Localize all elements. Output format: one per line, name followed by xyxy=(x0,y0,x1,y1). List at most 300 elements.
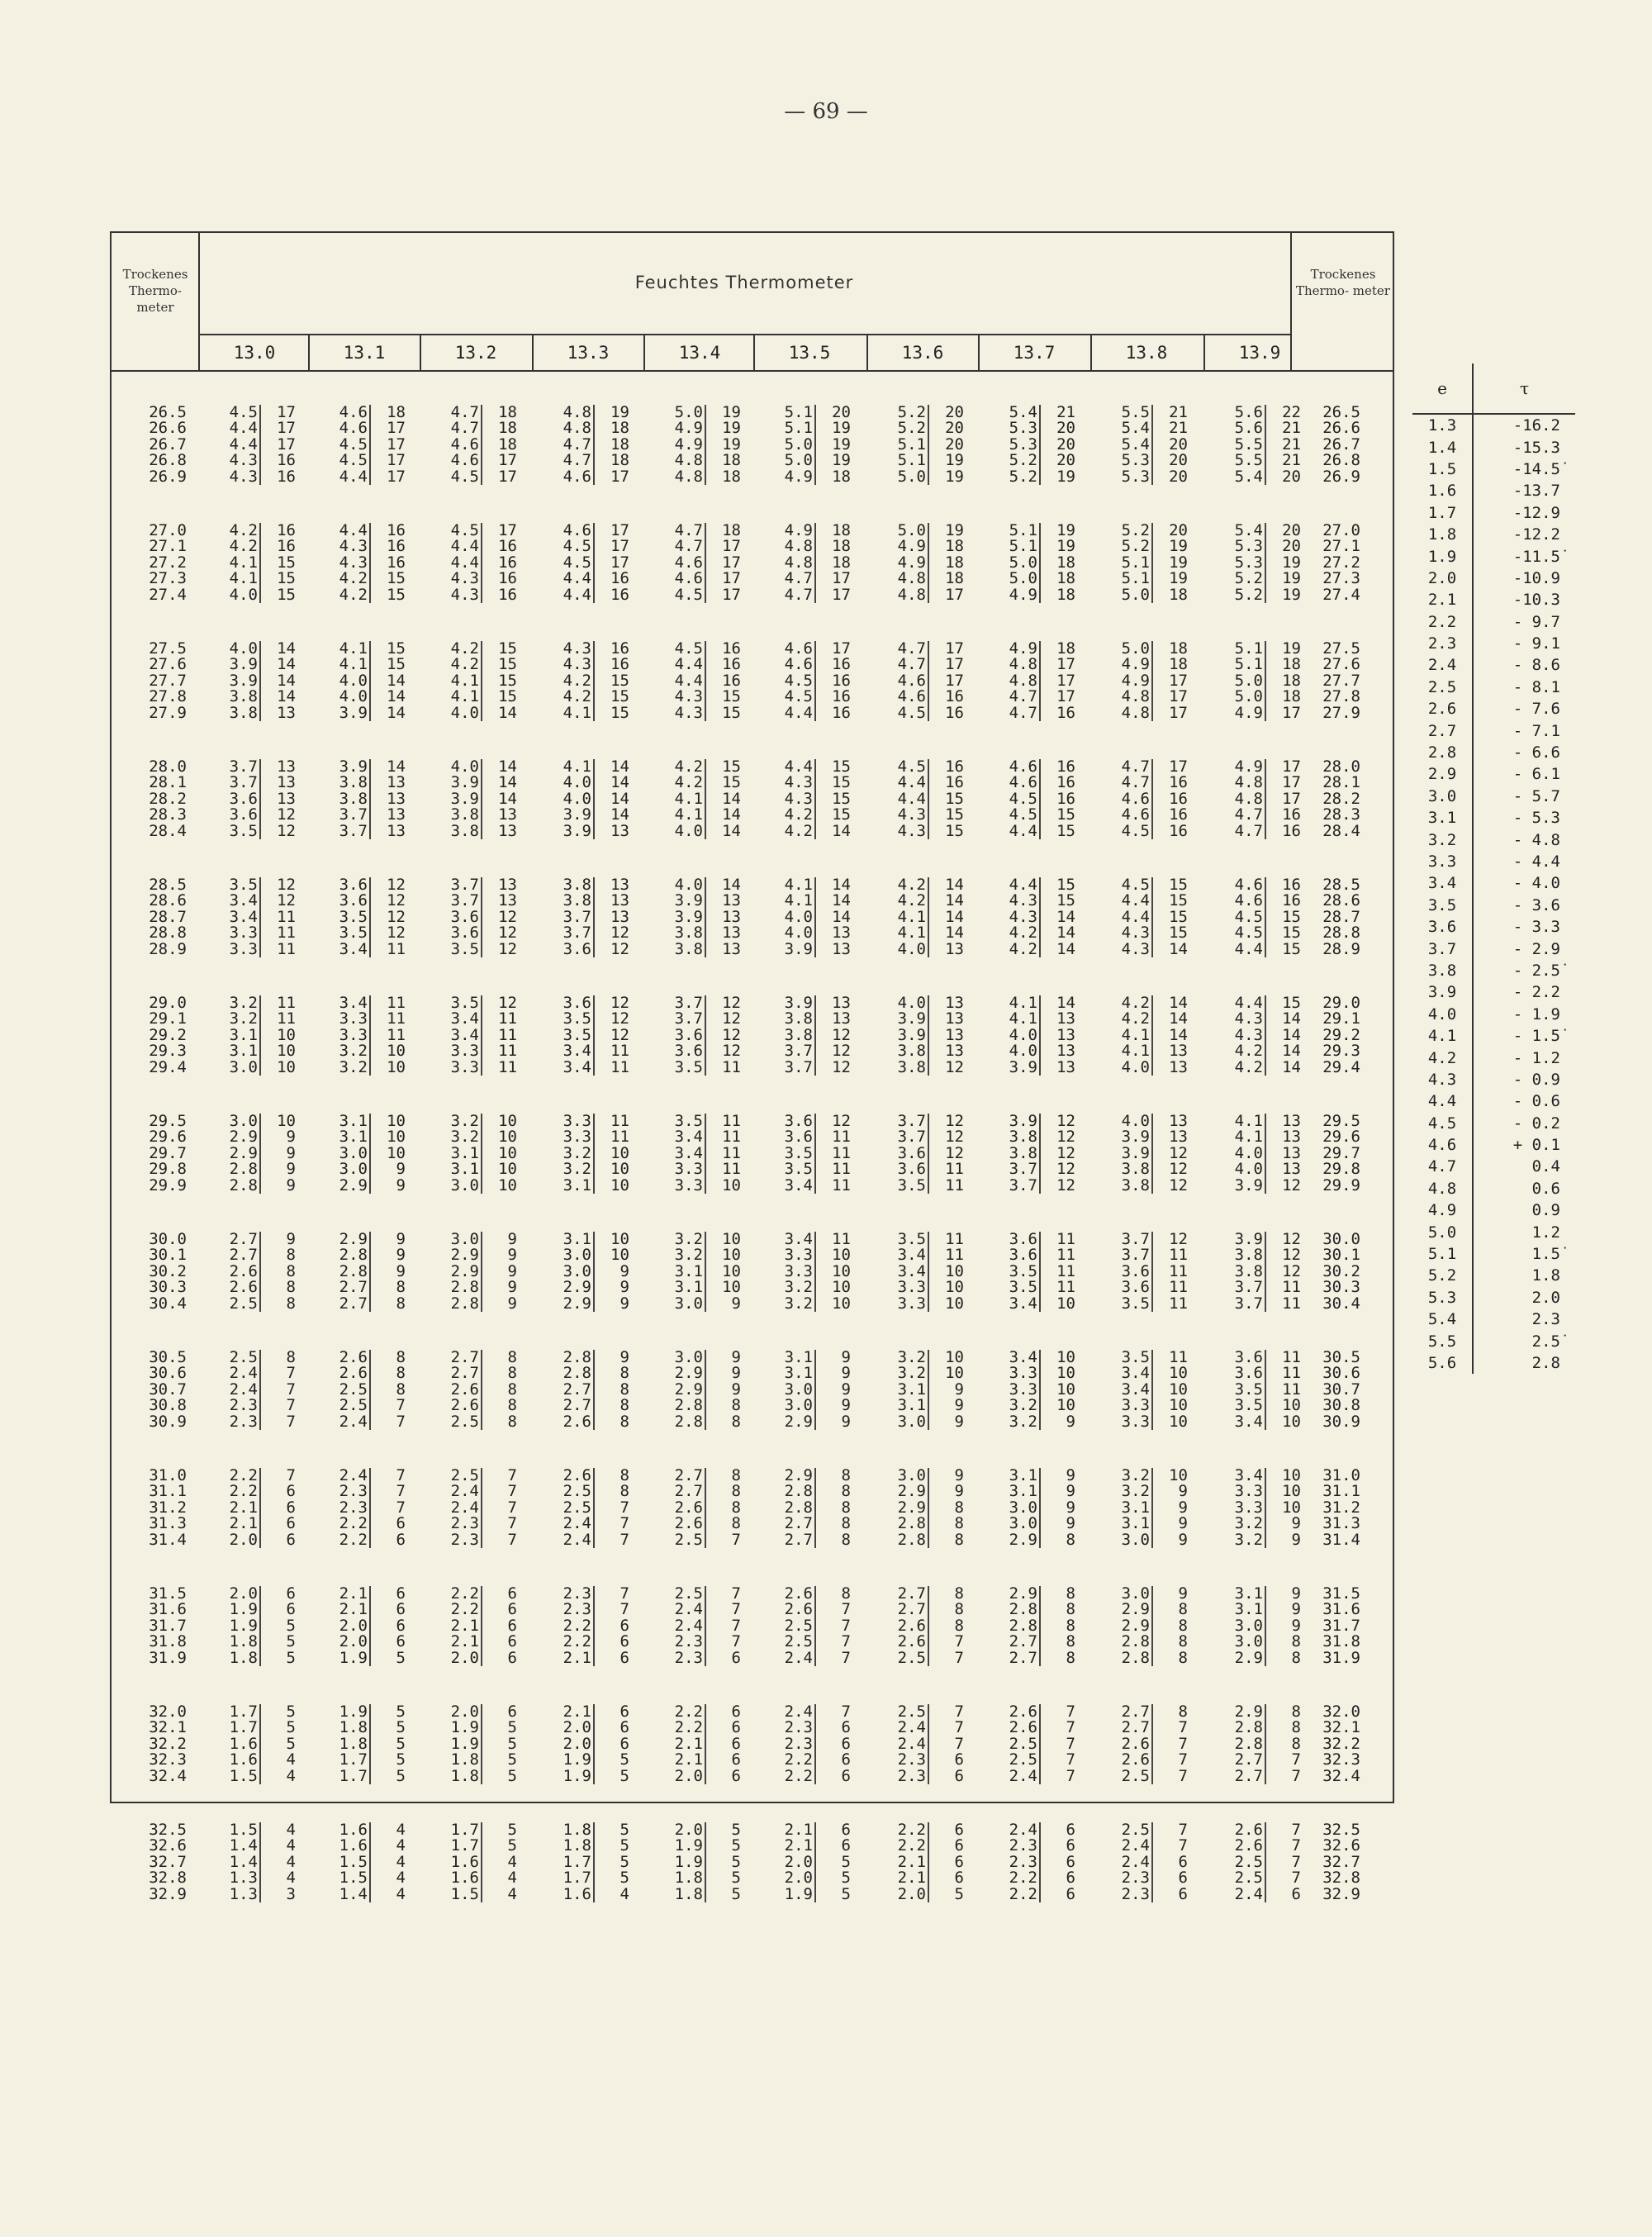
value-row xyxy=(537,1516,648,1532)
value-cell xyxy=(537,1822,648,1902)
value-row xyxy=(313,925,425,941)
value-row xyxy=(983,821,1094,840)
vapor-pressure-value: 3.6 xyxy=(648,1043,706,1059)
value-row xyxy=(537,587,648,603)
humidity-value: 17 xyxy=(722,553,741,572)
dry-temp-label: 30.1 xyxy=(1322,1246,1360,1265)
humidity-value: 7 xyxy=(286,1466,296,1484)
humidity-value: 8 xyxy=(1291,1718,1301,1737)
dry-temp-label: 32.7 xyxy=(1322,1852,1360,1871)
value-cell xyxy=(648,1114,760,1194)
vapor-pressure-value: 2.8 xyxy=(983,1602,1041,1617)
column-header-divider xyxy=(866,334,868,372)
humidity-value: 6 xyxy=(507,1584,517,1603)
vapor-pressure-value: 4.5 xyxy=(871,759,929,775)
value-row xyxy=(537,939,648,958)
humidity-value: 8 xyxy=(954,1584,964,1603)
humidity-value: 6 xyxy=(620,1718,629,1737)
value-row xyxy=(537,1232,648,1247)
value-row xyxy=(983,1350,1094,1365)
humidity-value: 6 xyxy=(620,1648,629,1667)
vapor-pressure-value: 3.4 xyxy=(983,1296,1041,1312)
vapor-pressure-value: 2.1 xyxy=(537,1704,595,1720)
humidity-value: 18 xyxy=(498,403,517,421)
value-cell xyxy=(758,641,870,721)
value-row xyxy=(203,1468,315,1484)
vapor-pressure-value: 4.5 xyxy=(983,791,1041,807)
dry-temp-label: 27.8 xyxy=(1322,687,1360,706)
humidity-value: 14 xyxy=(277,671,296,690)
dry-temp-label: 31.0 xyxy=(1322,1466,1360,1484)
value-row xyxy=(871,775,983,791)
side-table-row xyxy=(1412,763,1575,785)
humidity-value: 13 xyxy=(1056,1042,1075,1061)
value-row xyxy=(203,1261,315,1280)
value-row xyxy=(537,1766,648,1785)
dry-temp-label: 27.0 xyxy=(149,521,187,539)
vapor-pressure-value: 4.2 xyxy=(203,539,261,554)
value-row xyxy=(1095,759,1207,775)
vapor-pressure-value: 3.8 xyxy=(983,1146,1041,1161)
vapor-pressure-value: 4.1 xyxy=(983,1011,1041,1027)
humidity-value: 5 xyxy=(841,1869,851,1888)
value-row xyxy=(871,1011,983,1027)
humidity-value: 17 xyxy=(722,585,741,604)
humidity-value: 13 xyxy=(945,1042,964,1061)
humidity-value: 5 xyxy=(731,1884,741,1903)
vapor-pressure-value: 3.2 xyxy=(313,1060,371,1076)
humidity-value: 14 xyxy=(832,821,851,840)
humidity-value: 5 xyxy=(396,1734,406,1753)
value-row xyxy=(537,539,648,554)
vapor-pressure-value: 3.2 xyxy=(1208,1516,1266,1532)
value-cell xyxy=(425,1350,536,1430)
value-row xyxy=(203,1532,315,1548)
value-row xyxy=(425,1618,536,1634)
value-row xyxy=(537,571,648,587)
value-row xyxy=(648,673,760,689)
humidity-value: 8 xyxy=(620,1466,629,1484)
value-row xyxy=(203,1011,315,1027)
humidity-value: 8 xyxy=(1178,1703,1188,1721)
value-row xyxy=(537,995,648,1011)
humidity-value: 10 xyxy=(498,1112,517,1130)
humidity-value: 18 xyxy=(832,537,851,556)
value-row xyxy=(537,1043,648,1059)
humidity-value: 9 xyxy=(841,1396,851,1415)
value-row xyxy=(983,925,1094,941)
vapor-pressure-value: 3.4 xyxy=(203,893,261,909)
value-row xyxy=(1095,1114,1207,1129)
vapor-pressure-value: 3.7 xyxy=(871,1129,929,1145)
humidity-value: 7 xyxy=(620,1530,629,1549)
value-row xyxy=(1208,775,1320,791)
value-row xyxy=(648,1398,760,1413)
dry-temp-label: 31.4 xyxy=(149,1530,187,1549)
humidity-value: 12 xyxy=(722,1042,741,1061)
vapor-pressure-value: 4.0 xyxy=(648,877,706,893)
vapor-pressure-value: 5.0 xyxy=(1208,673,1266,689)
vapor-pressure-value: 2.9 xyxy=(537,1296,595,1312)
humidity-value: 9 xyxy=(396,1175,406,1194)
humidity-value: 12 xyxy=(832,1025,851,1044)
humidity-value: 15 xyxy=(945,821,964,840)
humidity-value: 10 xyxy=(945,1364,964,1383)
vapor-pressure-value: 2.9 xyxy=(983,1586,1041,1602)
value-row xyxy=(313,1704,425,1720)
humidity-value: 4 xyxy=(396,1852,406,1871)
humidity-value: 13 xyxy=(1056,1057,1075,1076)
vapor-pressure-value: 3.9 xyxy=(1208,1178,1266,1194)
value-row xyxy=(758,1232,870,1247)
dry-temp-label: 27.6 xyxy=(1322,655,1360,674)
humidity-value: 17 xyxy=(277,403,296,421)
value-row xyxy=(1095,1634,1207,1650)
value-cell xyxy=(648,1704,760,1784)
vapor-pressure-value: 2.8 xyxy=(758,1484,816,1499)
humidity-value: 13 xyxy=(498,891,517,910)
humidity-value: 6 xyxy=(1066,1884,1075,1903)
humidity-value: 18 xyxy=(945,553,964,572)
vapor-pressure-value: 3.1 xyxy=(425,1161,482,1177)
column-header: 13.3 xyxy=(567,343,610,363)
vapor-pressure-value: 3.1 xyxy=(203,1043,261,1059)
vapor-pressure-value: 2.6 xyxy=(203,1264,261,1280)
vapor-pressure-value: 3.1 xyxy=(648,1264,706,1280)
vapor-pressure-value: 5.0 xyxy=(871,469,929,485)
dry-temp-label: 32.0 xyxy=(1322,1703,1360,1721)
value-row xyxy=(648,1350,760,1365)
value-row xyxy=(203,1414,315,1430)
humidity-value: 10 xyxy=(610,1143,629,1162)
humidity-value: 4 xyxy=(286,1836,296,1855)
humidity-value: 14 xyxy=(498,758,517,776)
humidity-value: 17 xyxy=(1169,703,1188,722)
vapor-pressure-value: 4.9 xyxy=(983,641,1041,657)
value-row xyxy=(871,657,983,672)
humidity-value: 9 xyxy=(1291,1616,1301,1635)
humidity-value: 12 xyxy=(1056,1128,1075,1147)
humidity-value: 16 xyxy=(1169,789,1188,808)
value-row xyxy=(758,1161,870,1177)
vapor-pressure-value: 4.2 xyxy=(983,925,1041,941)
humidity-value: 17 xyxy=(722,569,741,588)
value-row xyxy=(758,1382,870,1398)
vapor-pressure-value: 4.5 xyxy=(537,539,595,554)
humidity-value: 20 xyxy=(1282,467,1301,486)
humidity-value: 20 xyxy=(1169,435,1188,454)
side-tau-value: - 1.9 xyxy=(1512,1005,1560,1024)
dry-temp-labels-left xyxy=(88,1704,187,1784)
value-row xyxy=(871,437,983,453)
value-cell xyxy=(203,995,315,1076)
vapor-pressure-value: 3.8 xyxy=(648,942,706,957)
value-row xyxy=(425,1766,536,1785)
value-row xyxy=(425,1532,536,1548)
vapor-pressure-value: 4.9 xyxy=(1095,657,1153,672)
side-e-value: 3.6 xyxy=(1412,916,1473,938)
vapor-pressure-value: 2.1 xyxy=(313,1586,371,1602)
humidity-value: 14 xyxy=(1282,1025,1301,1044)
humidity-value: 4 xyxy=(507,1852,517,1871)
humidity-value: 9 xyxy=(620,1261,629,1280)
vapor-pressure-value: 4.6 xyxy=(1095,791,1153,807)
humidity-value: 12 xyxy=(498,939,517,958)
vapor-pressure-value: 4.6 xyxy=(537,523,595,539)
vapor-pressure-value: 2.7 xyxy=(648,1484,706,1499)
dry-temp-label: 27.9 xyxy=(1322,703,1360,722)
vapor-pressure-value: 2.5 xyxy=(983,1736,1041,1752)
value-row xyxy=(758,1261,870,1280)
vapor-pressure-value: 4.6 xyxy=(983,775,1041,791)
value-row xyxy=(871,1822,983,1838)
vapor-pressure-value: 3.0 xyxy=(983,1516,1041,1532)
value-row xyxy=(871,791,983,807)
vapor-pressure-value: 2.4 xyxy=(1208,1887,1266,1902)
vapor-pressure-value: 4.0 xyxy=(1095,1114,1153,1129)
value-row xyxy=(983,705,1094,721)
value-row xyxy=(425,1500,536,1516)
value-row xyxy=(425,1114,536,1129)
value-row xyxy=(648,1365,760,1381)
value-row xyxy=(537,893,648,909)
humidity-value: 14 xyxy=(1056,924,1075,943)
humidity-value: 15 xyxy=(1169,876,1188,894)
humidity-value: 21 xyxy=(1282,419,1301,438)
side-tau-value: - 0.2 xyxy=(1512,1114,1560,1133)
dry-temp-label: 31.2 xyxy=(1322,1498,1360,1517)
side-tau-value: - 4.8 xyxy=(1512,830,1560,849)
value-row xyxy=(648,641,760,657)
vapor-pressure-value: 3.8 xyxy=(537,877,595,893)
value-row xyxy=(648,1500,760,1516)
value-row xyxy=(1095,1852,1207,1871)
value-cell xyxy=(648,1468,760,1548)
humidity-value: 19 xyxy=(1056,521,1075,539)
value-cell xyxy=(1095,877,1207,957)
value-cell xyxy=(537,1350,648,1430)
value-row xyxy=(1095,907,1207,926)
vapor-pressure-value: 2.7 xyxy=(1208,1752,1266,1768)
value-row xyxy=(203,1232,315,1247)
dry-temp-labels-left xyxy=(88,759,187,839)
vapor-pressure-value: 4.7 xyxy=(537,453,595,468)
value-cell xyxy=(425,1704,536,1784)
humidity-value: 10 xyxy=(1056,1380,1075,1399)
value-cell xyxy=(425,1822,536,1902)
humidity-value: 8 xyxy=(620,1412,629,1431)
vapor-pressure-value: 4.6 xyxy=(1208,877,1266,893)
humidity-value: 10 xyxy=(722,1246,741,1265)
humidity-value: 15 xyxy=(498,671,517,690)
humidity-value: 10 xyxy=(945,1294,964,1313)
value-row xyxy=(1095,1884,1207,1903)
vapor-pressure-value: 5.4 xyxy=(1208,469,1266,485)
humidity-value: 10 xyxy=(610,1160,629,1179)
value-row xyxy=(203,453,315,468)
vapor-pressure-value: 5.2 xyxy=(983,453,1041,468)
vapor-pressure-value: 2.3 xyxy=(203,1398,261,1413)
humidity-value: 5 xyxy=(507,1821,517,1839)
vapor-pressure-value: 3.9 xyxy=(758,995,816,1011)
humidity-value: 11 xyxy=(722,1112,741,1130)
value-row xyxy=(871,1602,983,1617)
vapor-pressure-value: 5.1 xyxy=(983,539,1041,554)
humidity-value: 20 xyxy=(832,403,851,421)
value-row xyxy=(648,1704,760,1720)
side-table-row xyxy=(1412,698,1575,720)
vapor-pressure-value: 1.9 xyxy=(313,1704,371,1720)
humidity-value: 7 xyxy=(1066,1703,1075,1721)
value-row xyxy=(983,420,1094,436)
vapor-pressure-value: 4.4 xyxy=(203,420,261,436)
value-row xyxy=(203,907,315,926)
value-row xyxy=(983,1884,1094,1903)
humidity-value: 18 xyxy=(722,467,741,486)
vapor-pressure-value: 3.5 xyxy=(758,1146,816,1161)
vapor-pressure-value: 2.8 xyxy=(313,1264,371,1280)
dry-temp-labels-left xyxy=(88,523,187,603)
vapor-pressure-value: 3.5 xyxy=(203,824,261,839)
value-row xyxy=(203,1382,315,1398)
value-row xyxy=(758,1011,870,1027)
side-table-row xyxy=(1412,589,1575,610)
vapor-pressure-value: 4.2 xyxy=(648,775,706,791)
side-table-row xyxy=(1412,1004,1575,1025)
humidity-value: 15 xyxy=(498,687,517,706)
value-row xyxy=(537,1143,648,1162)
humidity-value: 5 xyxy=(620,1766,629,1785)
side-tau-value: -10.9 xyxy=(1512,568,1560,587)
value-row xyxy=(425,1602,536,1617)
side-e-value: 5.0 xyxy=(1412,1221,1473,1242)
value-cell xyxy=(648,1586,760,1666)
side-table-row xyxy=(1412,1134,1575,1156)
value-row xyxy=(313,1398,425,1413)
value-row xyxy=(983,1838,1094,1854)
side-tau-value: - 8.1 xyxy=(1512,677,1560,696)
humidity-value: 13 xyxy=(722,939,741,958)
vapor-pressure-value: 4.3 xyxy=(871,824,929,839)
value-row xyxy=(313,453,425,468)
vapor-pressure-value: 4.2 xyxy=(983,942,1041,957)
vapor-pressure-value: 3.6 xyxy=(648,1028,706,1043)
value-row xyxy=(983,1752,1094,1768)
vapor-pressure-value: 2.3 xyxy=(758,1720,816,1736)
humidity-value: 7 xyxy=(1066,1766,1075,1785)
vapor-pressure-value: 4.1 xyxy=(1095,1028,1153,1043)
humidity-value: 9 xyxy=(731,1380,741,1399)
value-cell xyxy=(1208,523,1320,603)
vapor-pressure-value: 4.0 xyxy=(871,942,929,957)
humidity-value: 12 xyxy=(610,939,629,958)
vapor-pressure-value: 4.4 xyxy=(983,824,1041,839)
value-row xyxy=(983,1261,1094,1280)
vapor-pressure-value: 1.4 xyxy=(313,1887,371,1902)
value-row xyxy=(425,1280,536,1295)
value-row xyxy=(758,1143,870,1162)
value-row xyxy=(1208,1752,1320,1768)
humidity-value: 14 xyxy=(387,687,406,706)
vapor-pressure-value: 2.7 xyxy=(537,1382,595,1398)
humidity-value: 9 xyxy=(1178,1514,1188,1533)
vapor-pressure-value: 2.5 xyxy=(537,1500,595,1516)
vapor-pressure-value: 1.9 xyxy=(537,1769,595,1784)
vapor-pressure-value: 2.8 xyxy=(758,1500,816,1516)
value-row xyxy=(425,907,536,926)
vapor-pressure-value: 4.4 xyxy=(425,539,482,554)
vapor-pressure-value: 2.7 xyxy=(1095,1720,1153,1736)
value-row xyxy=(425,1161,536,1177)
value-row xyxy=(983,1704,1094,1720)
humidity-value: 12 xyxy=(277,821,296,840)
vapor-pressure-value: 2.8 xyxy=(1095,1634,1153,1650)
humidity-value: 7 xyxy=(1066,1750,1075,1769)
value-row xyxy=(1208,907,1320,926)
vapor-pressure-value: 3.0 xyxy=(648,1296,706,1312)
humidity-value: 8 xyxy=(396,1348,406,1366)
vapor-pressure-value: 4.5 xyxy=(758,689,816,705)
value-row xyxy=(758,877,870,893)
dry-temp-label: 31.7 xyxy=(149,1616,187,1635)
value-cell xyxy=(758,1822,870,1902)
vapor-pressure-value: 3.6 xyxy=(1208,1350,1266,1365)
vapor-pressure-value: 3.7 xyxy=(983,1161,1041,1177)
vapor-pressure-value: 3.4 xyxy=(537,1060,595,1076)
humidity-value: 11 xyxy=(832,1128,851,1147)
humidity-value: 15 xyxy=(832,758,851,776)
vapor-pressure-value: 2.0 xyxy=(425,1650,482,1666)
value-row xyxy=(203,1398,315,1413)
vapor-pressure-value: 2.8 xyxy=(871,1532,929,1548)
value-row xyxy=(1095,1232,1207,1247)
humidity-value: 9 xyxy=(620,1294,629,1313)
humidity-value: 8 xyxy=(396,1278,406,1297)
value-row xyxy=(1095,1161,1207,1177)
humidity-value: 13 xyxy=(610,821,629,840)
humidity-value: 20 xyxy=(1056,419,1075,438)
humidity-value: 6 xyxy=(731,1750,741,1769)
vapor-pressure-value: 1.9 xyxy=(203,1618,261,1634)
vapor-pressure-value: 3.3 xyxy=(313,1028,371,1043)
value-row xyxy=(425,775,536,791)
value-row xyxy=(537,1414,648,1430)
dry-temp-label: 30.8 xyxy=(149,1396,187,1415)
vapor-pressure-value: 2.8 xyxy=(983,1618,1041,1634)
vapor-pressure-value: 3.7 xyxy=(203,775,261,791)
value-cell xyxy=(313,759,425,839)
value-row xyxy=(203,1161,315,1177)
humidity-value: 11 xyxy=(498,1057,517,1076)
value-row xyxy=(871,1280,983,1295)
value-row xyxy=(537,1736,648,1752)
humidity-value: 11 xyxy=(1169,1348,1188,1366)
vapor-pressure-value: 4.5 xyxy=(1208,925,1266,941)
value-cell xyxy=(425,1468,536,1548)
value-row xyxy=(203,1586,315,1602)
side-table-row xyxy=(1412,1178,1575,1199)
humidity-value: 9 xyxy=(954,1380,964,1399)
value-row xyxy=(425,523,536,539)
value-row xyxy=(1208,1057,1320,1076)
value-row xyxy=(871,689,983,705)
value-row xyxy=(1095,1247,1207,1263)
vapor-pressure-value: 3.0 xyxy=(1095,1532,1153,1548)
side-e-value: 2.7 xyxy=(1412,720,1473,741)
side-tau-value: 2.3 xyxy=(1531,1310,1560,1329)
value-row xyxy=(983,1232,1094,1247)
value-row xyxy=(1095,405,1207,420)
